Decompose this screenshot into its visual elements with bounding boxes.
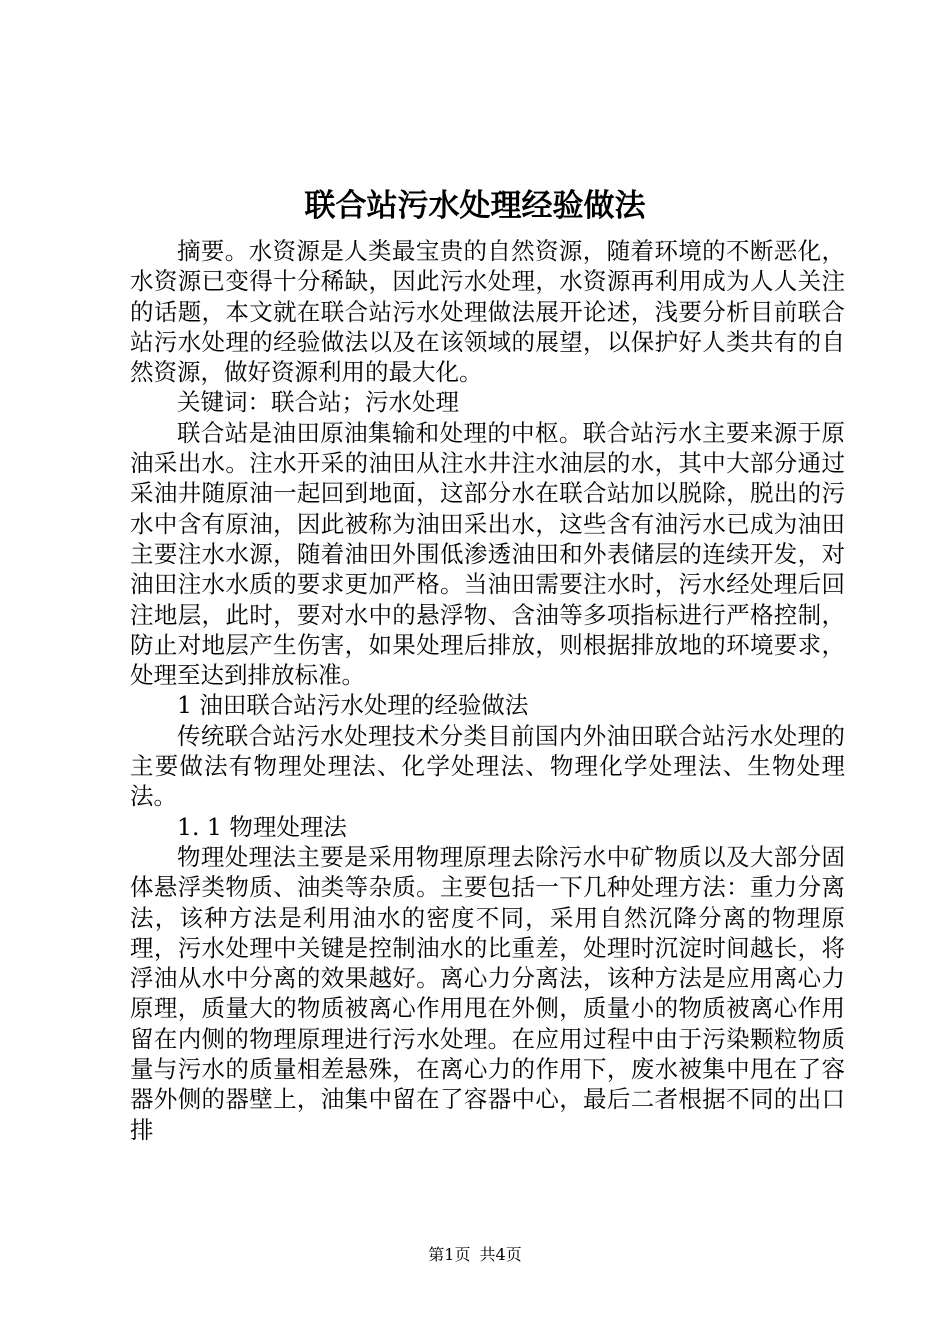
section-heading-1: 1 油田联合站污水处理的经验做法 — [177, 691, 529, 720]
section-1-1-paragraph: 物理处理法主要是采用物理原理去除污水中矿物质以及大部分固体悬浮类物质、油类等杂质。主要包括一下几种处理方法：重力分离法，该种方法是利用油水的密度不同，采用自然沉降分离的物理原理，污水处理中关键是控制油水的比重差，处理时沉淀时间越长，将浮油从水中分离的效果越好。离心力分离法，该种方法是应用离心力原理，质量大的物质被离心作用甩在外侧，质量小的物质被离心作用留在内侧的物理原理进行污水处理。在应用过程中由于污染颗粒物质量与污水的质量相差悬殊，在离心力的作用下，废水被集中甩在了容器外侧的器壁上，油集中留在了容器中心，最后二者根据不同的出口排 — [130, 842, 845, 1144]
intro-paragraph: 联合站是油田原油集输和处理的中枢。联合站污水主要来源于原油采出水。注水开采的油田从注水井注水油层的水，其中大部分通过采油井随原油一起回到地面，这部分水在联合站加以脱除，脱出的污水中含有原油，因此被称为油田采出水，这些含有油污水已成为油田主要注水水源，随着油田外围低渗透油田和外表储层的连续开发，对油田注水水质的要求更加严格。当油田需要注水时，污水经处理后回注地层，此时，要对水中的悬浮物、含油等多项指标进行严格控制，防止对地层产生伤害，如果处理后排放，则根据排放地的环境要求，处理至达到排放标准。 — [130, 418, 845, 690]
keywords-paragraph: 关键词：联合站；污水处理 — [177, 388, 459, 417]
page-total: 共4页 — [479, 1245, 522, 1264]
document-body — [130, 236, 845, 1145]
page-footer — [0, 1244, 950, 1266]
section-1-paragraph: 传统联合站污水处理技术分类目前国内外油田联合站污水处理的主要做法有物理处理法、化学处理法、物理化学处理法、生物处理法。 — [130, 721, 845, 811]
page-number: 第1页 — [428, 1245, 471, 1264]
section-heading-1-1: 1. 1 物理处理法 — [177, 812, 347, 841]
page-title: 联合站污水处理经验做法 — [304, 188, 646, 224]
abstract-paragraph: 摘要。水资源是人类最宝贵的自然资源，随着环境的不断恶化，水资源已变得十分稀缺，因此污水处理，水资源再利用成为人人关注的话题，本文就在联合站污水处理做法展开论述，浅要分析目前联合站污水处理的经验做法以及在该领域的展望，以保护好人类共有的自然资源，做好资源利用的最大化。 — [130, 237, 845, 387]
